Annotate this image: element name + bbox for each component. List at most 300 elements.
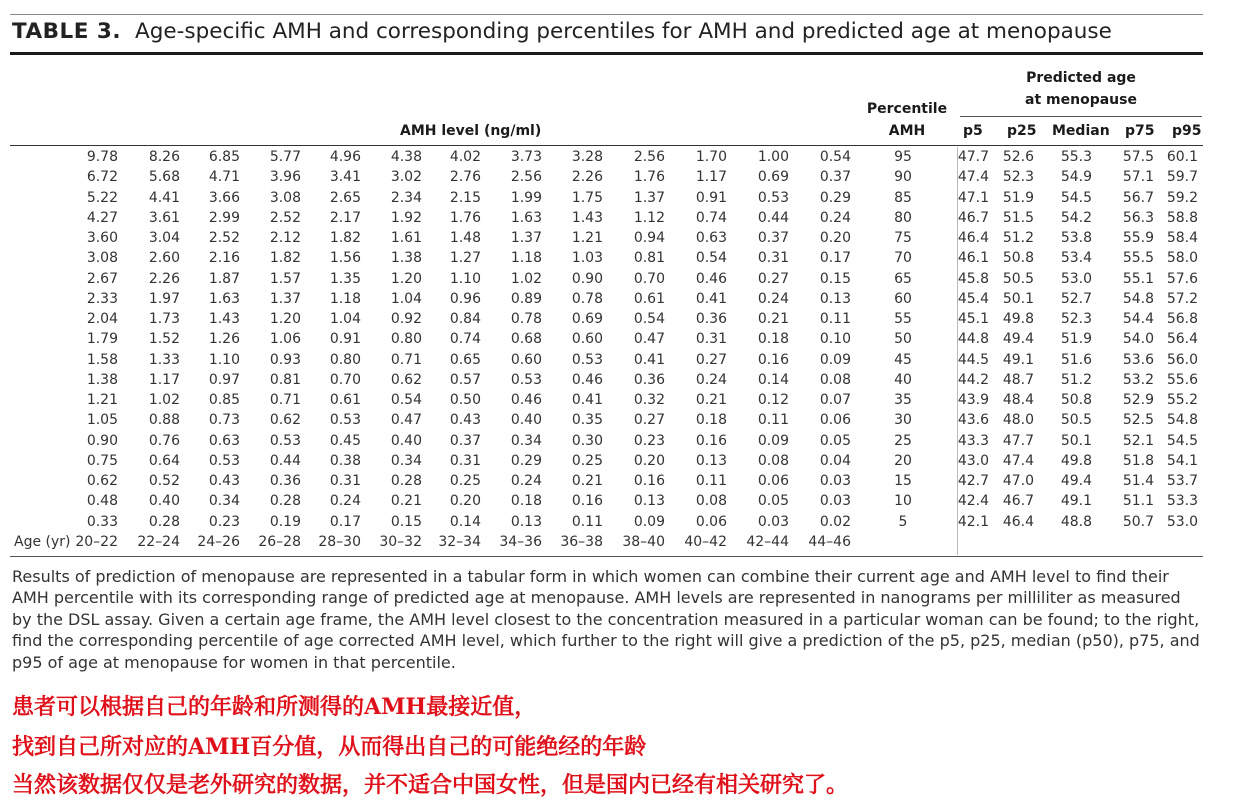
predicted-age-cell: 43.6 [957, 412, 989, 429]
amh-cell: 0.43 [449, 412, 481, 429]
amh-cell: 0.11 [819, 311, 851, 328]
amh-cell: 1.10 [208, 351, 240, 368]
amh-cell: 1.33 [148, 351, 180, 368]
table-row [0, 188, 1198, 208]
top-rule [10, 14, 1203, 15]
predicted-age-cell: 43.3 [957, 432, 989, 449]
amh-cell: 0.37 [819, 169, 851, 186]
age-range-cell: 32–34 [438, 533, 481, 550]
amh-cell: 0.62 [269, 412, 301, 429]
title-rule [10, 52, 1203, 55]
table-title-text: Age-specific AMH and corresponding percentiles for AMH and predicted age at menopause [135, 19, 1112, 44]
chinese-note-2: 找到自己所对应的AMH百分值，从而得出自己的可能绝经的年龄 [12, 734, 647, 760]
amh-cell: 0.57 [449, 371, 481, 388]
amh-cell: 0.28 [390, 473, 422, 490]
predicted-age-cell: 46.7 [1002, 493, 1034, 510]
predicted-age-cell: 55.2 [1166, 392, 1198, 409]
amh-cell: 2.56 [510, 169, 542, 186]
predicted-age-cell: 52.3 [1002, 169, 1034, 186]
amh-cell: 0.21 [695, 392, 727, 409]
predicted-age-cell: 56.3 [1122, 209, 1154, 226]
table-caption: Results of prediction of menopause are represented in a tabular form in which women can combine their current age and AMH level to find their AMH percentile with its corresponding range of predicted age at menopause. AMH levels are represented in nanograms per milliliter as measured by the DSL assay. Given a certain age frame, the AMH level closest to the concentration measured in a particular woman can be found; to the right, find the corresponding percentile of age corrected AMH level, which further to the right will give a prediction of the p5, p25, median (p50), p75, and p95 of age at menopause for women in that percentile. [12, 567, 1200, 672]
amh-cell: 0.14 [449, 513, 481, 530]
amh-cell: 0.93 [269, 351, 301, 368]
table-number: TABLE 3. [12, 19, 122, 44]
amh-cell: 1.73 [148, 311, 180, 328]
amh-cell: 2.15 [449, 189, 481, 206]
predicted-age-cell: 48.4 [1002, 392, 1034, 409]
amh-cell: 1.70 [695, 149, 727, 166]
amh-cell: 0.13 [633, 493, 665, 510]
amh-cell: 0.53 [329, 412, 361, 429]
amh-cell: 1.82 [329, 230, 361, 247]
amh-cell: 0.70 [329, 371, 361, 388]
amh-cell: 1.21 [571, 230, 603, 247]
amh-cell: 2.52 [269, 209, 301, 226]
table-row [0, 471, 1198, 491]
amh-cell: 4.71 [208, 169, 240, 186]
age-range-cell: 28–30 [318, 533, 361, 550]
amh-cell: 0.20 [449, 493, 481, 510]
amh-cell: 0.90 [571, 270, 603, 287]
percentile-cell: 45 [894, 351, 912, 368]
predicted-age-cell: 54.5 [1060, 189, 1092, 206]
empty-cell [1034, 532, 1092, 552]
predicted-age-cell: 46.7 [957, 209, 989, 226]
amh-cell: 1.82 [269, 250, 301, 267]
predicted-age-cell: 48.8 [1060, 513, 1092, 530]
percentile-header-line1: Percentile [866, 101, 948, 117]
amh-cell: 0.47 [390, 412, 422, 429]
amh-cell: 0.34 [208, 493, 240, 510]
percentile-cell: 20 [894, 452, 912, 469]
amh-cell: 1.37 [510, 230, 542, 247]
amh-cell: 0.06 [695, 513, 727, 530]
predicted-age-cell: 54.0 [1122, 331, 1154, 348]
predicted-age-cell: 44.5 [957, 351, 989, 368]
predicted-age-cell: 51.5 [1002, 209, 1034, 226]
amh-cell: 0.05 [757, 493, 789, 510]
amh-cell: 2.12 [269, 230, 301, 247]
age-range-cell: 24–26 [197, 533, 240, 550]
amh-cell: 0.15 [819, 270, 851, 287]
amh-cell: 0.41 [571, 392, 603, 409]
amh-cell: 0.81 [269, 371, 301, 388]
amh-cell: 0.53 [269, 432, 301, 449]
predicted-age-cell: 52.9 [1122, 392, 1154, 409]
predicted-age-cell: 57.2 [1166, 290, 1198, 307]
amh-cell: 0.74 [695, 209, 727, 226]
amh-cell: 0.37 [757, 230, 789, 247]
percentile-cell: 25 [894, 432, 912, 449]
amh-cell: 0.36 [269, 473, 301, 490]
amh-cell: 4.27 [86, 209, 118, 226]
empty-cell [989, 532, 1034, 552]
table-row [0, 269, 1198, 289]
age-range-cell: 42–44 [746, 533, 789, 550]
amh-cell: 0.03 [757, 513, 789, 530]
amh-cell: 1.18 [329, 290, 361, 307]
amh-cell: 0.27 [695, 351, 727, 368]
amh-cell: 0.36 [633, 371, 665, 388]
amh-cell: 1.18 [510, 250, 542, 267]
predicted-age-cell: 43.9 [957, 392, 989, 409]
amh-cell: 0.21 [390, 493, 422, 510]
predicted-age-cell: 54.1 [1166, 452, 1198, 469]
amh-cell: 0.62 [390, 371, 422, 388]
amh-cell: 0.61 [633, 290, 665, 307]
amh-cell: 0.27 [757, 270, 789, 287]
amh-cell: 0.74 [449, 331, 481, 348]
amh-cell: 0.06 [757, 473, 789, 490]
predicted-age-cell: 49.8 [1002, 311, 1034, 328]
predicted-age-cell: 52.6 [1002, 149, 1034, 166]
percentile-cell: 35 [894, 392, 912, 409]
predicted-age-cell: 58.0 [1166, 250, 1198, 267]
amh-cell: 2.04 [86, 311, 118, 328]
amh-cell: 2.52 [208, 230, 240, 247]
empty-cell [1154, 532, 1198, 552]
amh-cell: 9.78 [86, 149, 118, 166]
amh-cell: 5.22 [86, 189, 118, 206]
predicted-age-cell: 60.1 [1166, 149, 1198, 166]
predicted-age-cell: 44.8 [957, 331, 989, 348]
amh-cell: 2.65 [329, 189, 361, 206]
amh-cell: 0.18 [695, 412, 727, 429]
amh-cell: 0.65 [449, 351, 481, 368]
amh-cell: 0.40 [148, 493, 180, 510]
predicted-age-cell: 54.4 [1122, 311, 1154, 328]
amh-cell: 0.17 [819, 250, 851, 267]
amh-cell: 0.31 [329, 473, 361, 490]
amh-cell: 0.23 [208, 513, 240, 530]
predicted-age-cell: 58.8 [1166, 209, 1198, 226]
predicted-age-cell: 55.1 [1122, 270, 1154, 287]
predicted-age-cell: 50.8 [1002, 250, 1034, 267]
table-row [0, 390, 1198, 410]
predicted-age-cell: 48.7 [1002, 371, 1034, 388]
table-row [0, 431, 1198, 451]
table-row [0, 289, 1198, 309]
amh-cell: 1.02 [148, 392, 180, 409]
amh-cell: 1.52 [148, 331, 180, 348]
amh-cell: 0.62 [86, 473, 118, 490]
amh-cell: 0.46 [510, 392, 542, 409]
amh-cell: 0.17 [329, 513, 361, 530]
amh-cell: 0.69 [757, 169, 789, 186]
age-range-cell: 40–42 [684, 533, 727, 550]
amh-cell: 8.26 [148, 149, 180, 166]
predicted-age-cell: 54.2 [1060, 209, 1092, 226]
amh-cell: 0.76 [148, 432, 180, 449]
table-row [0, 147, 1198, 167]
amh-cell: 0.08 [757, 452, 789, 469]
percentile-cell: 10 [894, 493, 912, 510]
predicted-age-cell: 47.1 [957, 189, 989, 206]
predicted-age-cell: 49.1 [1002, 351, 1034, 368]
amh-cell: 2.99 [208, 209, 240, 226]
amh-cell: 0.07 [819, 392, 851, 409]
predicted-age-cell: 49.4 [1002, 331, 1034, 348]
amh-cell: 6.85 [208, 149, 240, 166]
amh-cell: 0.84 [449, 311, 481, 328]
chinese-note-1: 患者可以根据自己的年龄和所测得的AMH最接近值， [12, 694, 537, 720]
predicted-age-cell: 46.4 [957, 230, 989, 247]
amh-cell: 0.12 [757, 392, 789, 409]
predicted-age-cell: 53.0 [1060, 270, 1092, 287]
amh-cell: 5.68 [148, 169, 180, 186]
percentile-cell: 40 [894, 371, 912, 388]
table-row [0, 410, 1198, 430]
table-row [0, 329, 1198, 349]
amh-cell: 0.31 [757, 250, 789, 267]
amh-cell: 0.80 [390, 331, 422, 348]
amh-cell: 1.79 [86, 331, 118, 348]
predicted-age-cell: 51.1 [1122, 493, 1154, 510]
predicted-age-cell: 51.9 [1002, 189, 1034, 206]
amh-cell: 0.24 [329, 493, 361, 510]
amh-cell: 0.25 [571, 452, 603, 469]
amh-cell: 3.96 [269, 169, 301, 186]
amh-cell: 0.70 [633, 270, 665, 287]
amh-cell: 1.03 [571, 250, 603, 267]
amh-cell: 3.04 [148, 230, 180, 247]
table-row [0, 208, 1198, 228]
amh-cell: 1.12 [633, 209, 665, 226]
amh-cell: 1.17 [695, 169, 727, 186]
percentile-cell: 50 [894, 331, 912, 348]
amh-cell: 0.44 [269, 452, 301, 469]
amh-cell: 0.45 [329, 432, 361, 449]
predicted-age-cell: 51.2 [1060, 371, 1092, 388]
percentile-cell: 95 [894, 149, 912, 166]
age-range-cell: 22–24 [137, 533, 180, 550]
amh-cell: 0.34 [510, 432, 542, 449]
predicted-age-cell: 50.1 [1002, 290, 1034, 307]
predicted-age-cell: 47.7 [1002, 432, 1034, 449]
amh-cell: 0.37 [449, 432, 481, 449]
predicted-age-cell: 59.2 [1166, 189, 1198, 206]
amh-cell: 0.52 [148, 473, 180, 490]
predicted-age-cell: 53.6 [1122, 351, 1154, 368]
age-range-cell: 26–28 [258, 533, 301, 550]
predicted-age-cell: 53.0 [1166, 513, 1198, 530]
predicted-age-cell: 47.0 [1002, 473, 1034, 490]
amh-cell: 1.20 [269, 311, 301, 328]
amh-cell: 0.35 [571, 412, 603, 429]
predicted-age-cell: 46.1 [957, 250, 989, 267]
amh-cell: 0.48 [86, 493, 118, 510]
amh-cell: 0.28 [269, 493, 301, 510]
amh-cell: 1.37 [269, 290, 301, 307]
amh-cell: 2.67 [86, 270, 118, 287]
predicted-age-cell: 45.4 [957, 290, 989, 307]
predicted-age-cell: 47.4 [1002, 452, 1034, 469]
predicted-age-cell: 47.7 [957, 149, 989, 166]
amh-cell: 3.73 [510, 149, 542, 166]
amh-cell: 0.60 [571, 331, 603, 348]
amh-cell: 0.23 [633, 432, 665, 449]
percentile-cell: 75 [894, 230, 912, 247]
amh-cell: 0.05 [819, 432, 851, 449]
predicted-age-cell: 50.5 [1002, 270, 1034, 287]
predicted-age-cell: 52.7 [1060, 290, 1092, 307]
age-range-cell: 20–22 [75, 533, 118, 550]
amh-cell: 2.26 [571, 169, 603, 186]
percentile-cell: 90 [894, 169, 912, 186]
amh-cell: 0.91 [329, 331, 361, 348]
predicted-age-cell: 54.9 [1060, 169, 1092, 186]
predicted-age-cell: 51.8 [1122, 452, 1154, 469]
amh-cell: 3.28 [571, 149, 603, 166]
predicted-age-cell: 59.7 [1166, 169, 1198, 186]
amh-cell: 0.16 [695, 432, 727, 449]
age-unit-label: Age (yr) [14, 533, 71, 550]
amh-cell: 0.11 [757, 412, 789, 429]
amh-cell: 1.43 [571, 209, 603, 226]
amh-cell: 0.46 [571, 371, 603, 388]
amh-cell: 0.97 [208, 371, 240, 388]
table-title [12, 19, 1112, 44]
amh-cell: 1.97 [148, 290, 180, 307]
predicted-age-cell: 50.1 [1060, 432, 1092, 449]
predicted-age-cell: 49.4 [1060, 473, 1092, 490]
amh-cell: 1.06 [269, 331, 301, 348]
amh-cell: 1.20 [390, 270, 422, 287]
amh-cell: 0.64 [148, 452, 180, 469]
predicted-age-cell: 52.1 [1122, 432, 1154, 449]
predicted-age-cell: 50.7 [1122, 513, 1154, 530]
amh-cell: 0.63 [695, 230, 727, 247]
amh-cell: 0.36 [695, 311, 727, 328]
amh-cell: 0.53 [208, 452, 240, 469]
age-range-cell: 34–36 [499, 533, 542, 550]
amh-cell: 0.13 [510, 513, 542, 530]
predicted-age-cell: 56.0 [1166, 351, 1198, 368]
amh-cell: 6.72 [86, 169, 118, 186]
amh-cell: 3.41 [329, 169, 361, 186]
amh-cell: 0.30 [571, 432, 603, 449]
amh-cell: 0.60 [510, 351, 542, 368]
predicted-age-cell: 54.5 [1166, 432, 1198, 449]
percentile-cell: 65 [894, 270, 912, 287]
amh-cell: 0.15 [390, 513, 422, 530]
percentile-cell: 70 [894, 250, 912, 267]
amh-cell: 1.99 [510, 189, 542, 206]
amh-cell: 1.76 [449, 209, 481, 226]
table-row [0, 248, 1198, 268]
predicted-age-cell: 53.3 [1166, 493, 1198, 510]
amh-cell: 0.16 [571, 493, 603, 510]
amh-cell: 0.29 [819, 189, 851, 206]
predicted-age-cell: 55.5 [1122, 250, 1154, 267]
predicted-age-cell: 42.7 [957, 473, 989, 490]
predicted-age-cell: 50.8 [1060, 392, 1092, 409]
amh-cell: 0.24 [757, 290, 789, 307]
predicted-age-cell: 51.2 [1002, 230, 1034, 247]
predicted-age-cell: 47.4 [957, 169, 989, 186]
percentile-cell: 55 [894, 311, 912, 328]
amh-cell: 0.53 [757, 189, 789, 206]
amh-cell: 0.68 [510, 331, 542, 348]
amh-cell: 4.96 [329, 149, 361, 166]
col-header-p5: p5 [963, 123, 983, 139]
amh-cell: 1.21 [86, 392, 118, 409]
amh-cell: 0.88 [148, 412, 180, 429]
amh-cell: 0.61 [329, 392, 361, 409]
amh-cell: 0.40 [510, 412, 542, 429]
predicted-age-cell: 48.0 [1002, 412, 1034, 429]
percentile-cell: 30 [894, 412, 912, 429]
amh-cell: 0.02 [819, 513, 851, 530]
amh-cell: 3.02 [390, 169, 422, 186]
col-header-p75: p75 [1125, 123, 1155, 139]
amh-cell: 1.56 [329, 250, 361, 267]
amh-table-body [0, 147, 1198, 552]
col-header-p95: p95 [1172, 123, 1202, 139]
amh-cell: 3.08 [86, 250, 118, 267]
table-row [0, 512, 1198, 532]
empty-cell [851, 532, 955, 552]
amh-cell: 1.04 [390, 290, 422, 307]
predicted-age-cell: 56.8 [1166, 311, 1198, 328]
predicted-age-cell: 57.1 [1122, 169, 1154, 186]
amh-cell: 0.04 [819, 452, 851, 469]
amh-cell: 0.20 [819, 230, 851, 247]
percentile-cell: 85 [894, 189, 912, 206]
percentile-cell: 60 [894, 290, 912, 307]
age-range-cell: 36–38 [560, 533, 603, 550]
amh-cell: 0.08 [695, 493, 727, 510]
amh-cell: 0.69 [571, 311, 603, 328]
amh-cell: 0.14 [757, 371, 789, 388]
amh-cell: 0.09 [633, 513, 665, 530]
table-row [0, 309, 1198, 329]
header-rule [10, 145, 1203, 146]
age-range-cell: 38–40 [622, 533, 665, 550]
predicted-age-cell: 42.4 [957, 493, 989, 510]
amh-cell: 4.41 [148, 189, 180, 206]
amh-cell: 0.43 [208, 473, 240, 490]
amh-cell: 0.78 [510, 311, 542, 328]
amh-cell: 1.48 [449, 230, 481, 247]
amh-cell: 3.08 [269, 189, 301, 206]
amh-cell: 0.47 [633, 331, 665, 348]
predicted-age-cell: 57.6 [1166, 270, 1198, 287]
table-row [0, 350, 1198, 370]
amh-cell: 0.21 [757, 311, 789, 328]
amh-cell: 1.61 [390, 230, 422, 247]
amh-cell: 0.40 [390, 432, 422, 449]
predicted-age-cell: 44.2 [957, 371, 989, 388]
predicted-age-cell: 45.8 [957, 270, 989, 287]
amh-cell: 0.18 [757, 331, 789, 348]
amh-cell: 0.06 [819, 412, 851, 429]
amh-cell: 1.38 [390, 250, 422, 267]
amh-cell: 1.87 [208, 270, 240, 287]
amh-cell: 1.26 [208, 331, 240, 348]
amh-cell: 0.91 [695, 189, 727, 206]
amh-cell: 0.08 [819, 371, 851, 388]
amh-cell: 1.76 [633, 169, 665, 186]
amh-cell: 5.77 [269, 149, 301, 166]
empty-cell [955, 532, 989, 552]
amh-cell: 1.58 [86, 351, 118, 368]
predicted-age-cell: 57.5 [1122, 149, 1154, 166]
percentile-header-line2: AMH [888, 123, 926, 139]
amh-cell: 0.81 [633, 250, 665, 267]
amh-cell: 0.03 [819, 493, 851, 510]
